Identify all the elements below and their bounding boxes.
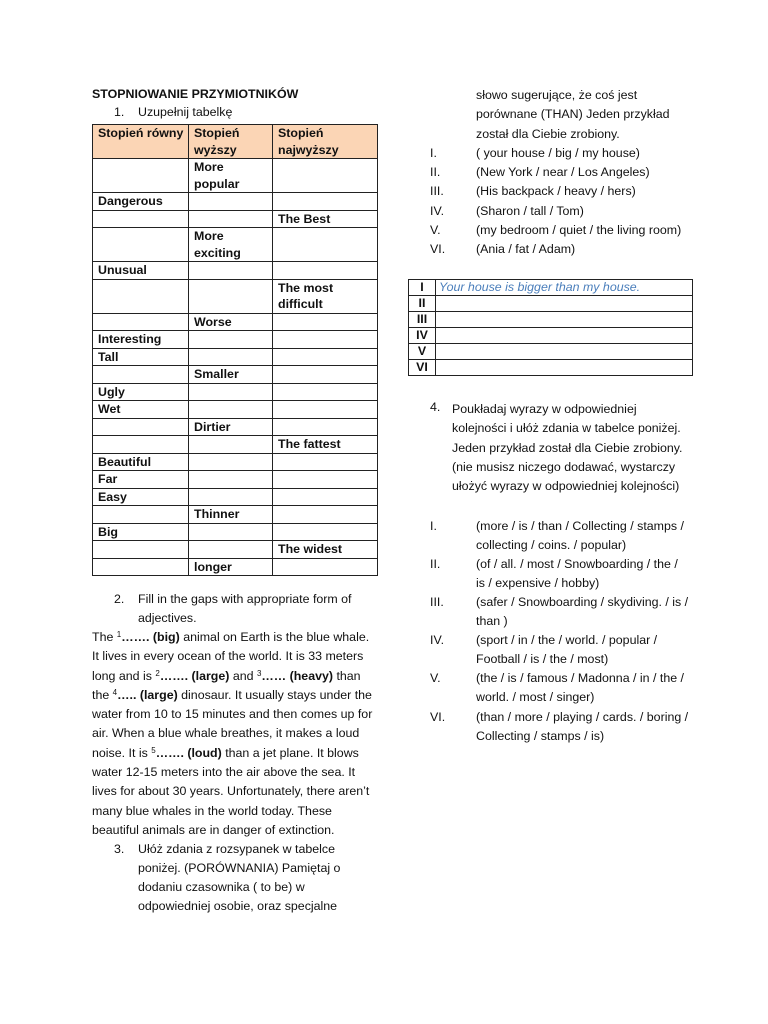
table-row bbox=[409, 344, 693, 360]
table-row bbox=[93, 366, 378, 384]
table-cell: Far bbox=[93, 471, 189, 489]
prompt-text: (safer / Snowboarding / skydiving. / is / than ) bbox=[476, 594, 689, 629]
list-item bbox=[430, 202, 690, 221]
roman-numeral: IV. bbox=[430, 203, 445, 218]
table-cell bbox=[189, 436, 273, 454]
list-item bbox=[430, 144, 690, 163]
table-cell bbox=[93, 418, 189, 436]
table-cell bbox=[273, 366, 378, 384]
table-row bbox=[409, 296, 693, 312]
prompt-text: (than / more / playing / cards. / boring / Collecting / stamps / is) bbox=[476, 709, 689, 743]
table-cell: More popular bbox=[189, 159, 273, 193]
exercise-number: 1. bbox=[114, 105, 125, 119]
answer-cell bbox=[436, 328, 693, 344]
gap-number: 2 bbox=[155, 668, 160, 678]
header-cell: Stopień najwyższy bbox=[273, 125, 378, 159]
gap-prompt: …… (heavy) bbox=[261, 668, 333, 683]
table-cell bbox=[189, 262, 273, 280]
table-cell: Wet bbox=[93, 401, 189, 419]
table-cell: Smaller bbox=[189, 366, 273, 384]
table-cell: The Best bbox=[273, 210, 378, 228]
list-item bbox=[430, 708, 690, 746]
header-cell: Stopień równy bbox=[93, 125, 189, 159]
row-number: IV bbox=[409, 328, 436, 344]
table-cell bbox=[189, 331, 273, 349]
list-item bbox=[430, 240, 690, 259]
whale-story bbox=[92, 628, 377, 840]
exercise-instruction: Uzupełnij tabelkę bbox=[138, 105, 233, 119]
exercise-4-heading bbox=[430, 400, 690, 496]
row-number: VI bbox=[409, 360, 436, 376]
gap-number: 5 bbox=[151, 745, 156, 755]
roman-numeral: V. bbox=[430, 222, 441, 237]
prompt-text: (New York / near / Los Angeles) bbox=[476, 165, 650, 180]
table-cell: Easy bbox=[93, 488, 189, 506]
table-row bbox=[93, 541, 378, 559]
gap-prompt: ……. (large) bbox=[159, 668, 230, 683]
roman-numeral: III. bbox=[430, 184, 444, 199]
table-cell bbox=[189, 401, 273, 419]
answer-cell bbox=[436, 344, 693, 360]
exercise-number: 2. bbox=[114, 592, 125, 606]
list-item bbox=[430, 221, 690, 240]
table-cell bbox=[273, 506, 378, 524]
table-cell bbox=[273, 159, 378, 193]
table-cell: Tall bbox=[93, 348, 189, 366]
table-row bbox=[93, 279, 378, 313]
table-cell bbox=[189, 541, 273, 559]
list-item bbox=[430, 517, 690, 555]
prompt-text: (Ania / fat / Adam) bbox=[476, 241, 576, 256]
table-cell bbox=[93, 210, 189, 228]
table-cell bbox=[189, 210, 273, 228]
table-row bbox=[93, 488, 378, 506]
degree-table-header bbox=[93, 125, 378, 159]
row-number: III bbox=[409, 312, 436, 328]
table-cell: Thinner bbox=[189, 506, 273, 524]
table-cell bbox=[189, 348, 273, 366]
table-row bbox=[93, 262, 378, 280]
exercise-4-list bbox=[430, 517, 690, 746]
table-cell bbox=[93, 506, 189, 524]
table-cell bbox=[273, 488, 378, 506]
list-item bbox=[430, 631, 690, 669]
story-text: than a jet plane. It blows water 12-15 meters into the air above the sea. It lives for about 30 years. Unfortunately, there aren’t many blue whales in the world today. These beautiful animals are in danger of extinction. bbox=[92, 745, 370, 837]
table-cell bbox=[189, 383, 273, 401]
table-cell bbox=[273, 558, 378, 576]
table-cell bbox=[273, 228, 378, 262]
table-row bbox=[93, 471, 378, 489]
table-cell bbox=[273, 383, 378, 401]
prompt-text: (the / is / famous / Madonna / in / the / world. / most / singer) bbox=[476, 671, 684, 705]
table-cell bbox=[93, 313, 189, 331]
table-cell bbox=[189, 453, 273, 471]
prompt-text: (more / is / than / Collecting / stamps / collecting / coins. / popular) bbox=[476, 518, 684, 552]
table-cell: Ugly bbox=[93, 383, 189, 401]
table-row bbox=[93, 506, 378, 524]
gap-number: 3 bbox=[256, 668, 262, 678]
table-row bbox=[93, 453, 378, 471]
exercise-instruction: Ułóż zdania z rozsypanek w tabelce poniżej. (PORÓWNANIA) Pamiętaj o dodaniu czasownika ( to be) w odpowiedniej osobie, oraz specjalne bbox=[138, 842, 341, 914]
roman-numeral: III. bbox=[430, 594, 444, 609]
left-column bbox=[92, 86, 377, 916]
row-number: V bbox=[409, 344, 436, 360]
table-cell bbox=[189, 279, 273, 313]
table-cell bbox=[273, 471, 378, 489]
table-row bbox=[93, 313, 378, 331]
story-text: dinosaur. It usually stays under the water from 10 to 15 minutes and then comes up for air. When a blue whale breathes, it makes a loud noise. It is bbox=[92, 687, 373, 760]
table-cell bbox=[189, 471, 273, 489]
list-item bbox=[430, 555, 690, 593]
gap-number: 4 bbox=[112, 687, 118, 697]
exercise-3-heading bbox=[92, 840, 377, 916]
table-row bbox=[409, 328, 693, 344]
page-title: STOPNIOWANIE PRZYMIOTNIKÓW bbox=[92, 87, 299, 101]
gap-prompt: ….. (large) bbox=[117, 687, 178, 702]
answer-cell bbox=[436, 296, 693, 312]
right-column bbox=[416, 86, 690, 746]
table-cell: The widest bbox=[273, 541, 378, 559]
prompt-text: (His backpack / heavy / hers) bbox=[476, 184, 636, 199]
roman-numeral: VI. bbox=[430, 709, 446, 724]
exercise-instruction: Poukładaj wyrazy w odpowiedniej kolejności i ułóż zdania w tabelce poniżej. Jeden przykład został dla Ciebie zrobiony. (nie musisz niczego dodawać, wystarczy ułożyć wyrazy w odpowiedniej kolejności) bbox=[452, 402, 683, 494]
roman-numeral: I. bbox=[430, 518, 437, 533]
table-cell bbox=[273, 262, 378, 280]
story-text: The bbox=[92, 630, 117, 644]
table-cell: Beautiful bbox=[93, 453, 189, 471]
answer-cell bbox=[436, 312, 693, 328]
gap-prompt: ……. (loud) bbox=[155, 745, 222, 760]
story-text: than the bbox=[92, 668, 361, 702]
table-cell: The most difficult bbox=[273, 279, 378, 313]
list-item bbox=[430, 669, 690, 707]
table-row bbox=[409, 312, 693, 328]
table-cell: Unusual bbox=[93, 262, 189, 280]
roman-numeral: V. bbox=[430, 671, 441, 686]
table-cell: Dirtier bbox=[189, 418, 273, 436]
table-row bbox=[93, 383, 378, 401]
exercise-3-continued: słowo sugerujące, że coś jest porównane (THAN) Jeden przykład został dla Ciebie zrobiony. bbox=[476, 88, 670, 141]
table-cell bbox=[273, 313, 378, 331]
table-cell bbox=[189, 193, 273, 211]
row-number: II bbox=[409, 296, 436, 312]
roman-numeral: I. bbox=[430, 145, 437, 160]
table-cell bbox=[93, 279, 189, 313]
prompt-text: (my bedroom / quiet / the living room) bbox=[476, 222, 682, 237]
table-row bbox=[93, 331, 378, 349]
table-cell: longer bbox=[189, 558, 273, 576]
list-item bbox=[430, 163, 690, 182]
table-row bbox=[93, 159, 378, 193]
exercise-number: 4. bbox=[430, 400, 441, 415]
story-text: animal on Earth is the blue whale. It lives in every ocean of the world. It is 33 meters long and is bbox=[92, 630, 370, 683]
table-cell: Dangerous bbox=[93, 193, 189, 211]
table-cell: Interesting bbox=[93, 331, 189, 349]
table-cell bbox=[93, 228, 189, 262]
table-row bbox=[409, 280, 693, 296]
table-row bbox=[93, 348, 378, 366]
table-row bbox=[409, 360, 693, 376]
exercise-instruction: Fill in the gaps with appropriate form of adjectives. bbox=[138, 592, 352, 625]
exercise-2-heading bbox=[92, 590, 377, 628]
story-text: and bbox=[229, 668, 257, 683]
row-number: I bbox=[409, 280, 436, 296]
prompt-text: (of / all. / most / Snowboarding / the / is / expensive / hobby) bbox=[476, 556, 678, 590]
table-cell bbox=[93, 366, 189, 384]
exercise-1-heading bbox=[92, 103, 377, 122]
degree-table bbox=[92, 124, 378, 576]
header-cell: Stopień wyższy bbox=[189, 125, 273, 159]
prompt-text: ( your house / big / my house) bbox=[476, 145, 640, 160]
table-cell: The fattest bbox=[273, 436, 378, 454]
list-item bbox=[430, 182, 690, 201]
answer-cell bbox=[436, 360, 693, 376]
table-cell bbox=[273, 453, 378, 471]
table-cell bbox=[93, 436, 189, 454]
prompt-text: (sport / in / the / world. / popular / Football / is / the / most) bbox=[476, 633, 658, 667]
roman-numeral: II. bbox=[430, 165, 441, 180]
table-cell bbox=[93, 159, 189, 193]
exercise-3-list bbox=[430, 144, 690, 259]
table-cell: Worse bbox=[189, 313, 273, 331]
list-item bbox=[430, 593, 690, 631]
table-row bbox=[93, 210, 378, 228]
table-cell bbox=[93, 558, 189, 576]
table-cell bbox=[273, 418, 378, 436]
table-cell bbox=[189, 523, 273, 541]
table-row bbox=[93, 228, 378, 262]
exercise-number: 3. bbox=[114, 842, 125, 857]
table-row bbox=[93, 193, 378, 211]
table-row bbox=[93, 558, 378, 576]
gap-prompt: ……. (big) bbox=[121, 630, 180, 644]
roman-numeral: VI. bbox=[430, 241, 446, 256]
table-cell: More exciting bbox=[189, 228, 273, 262]
table-cell bbox=[93, 541, 189, 559]
roman-numeral: IV. bbox=[430, 633, 445, 648]
table-row bbox=[93, 401, 378, 419]
answer-table bbox=[408, 279, 693, 376]
table-cell: Big bbox=[93, 523, 189, 541]
answer-cell: Your house is bigger than my house. bbox=[436, 280, 693, 296]
table-row bbox=[93, 523, 378, 541]
table-cell bbox=[273, 348, 378, 366]
table-cell bbox=[189, 488, 273, 506]
exercise-2 bbox=[92, 590, 377, 916]
gap-number: 1 bbox=[116, 630, 122, 639]
table-cell bbox=[273, 193, 378, 211]
table-cell bbox=[273, 331, 378, 349]
table-row bbox=[93, 436, 378, 454]
table-row bbox=[93, 418, 378, 436]
roman-numeral: II. bbox=[430, 556, 441, 571]
table-cell bbox=[273, 523, 378, 541]
table-cell bbox=[273, 401, 378, 419]
prompt-text: (Sharon / tall / Tom) bbox=[476, 203, 584, 218]
